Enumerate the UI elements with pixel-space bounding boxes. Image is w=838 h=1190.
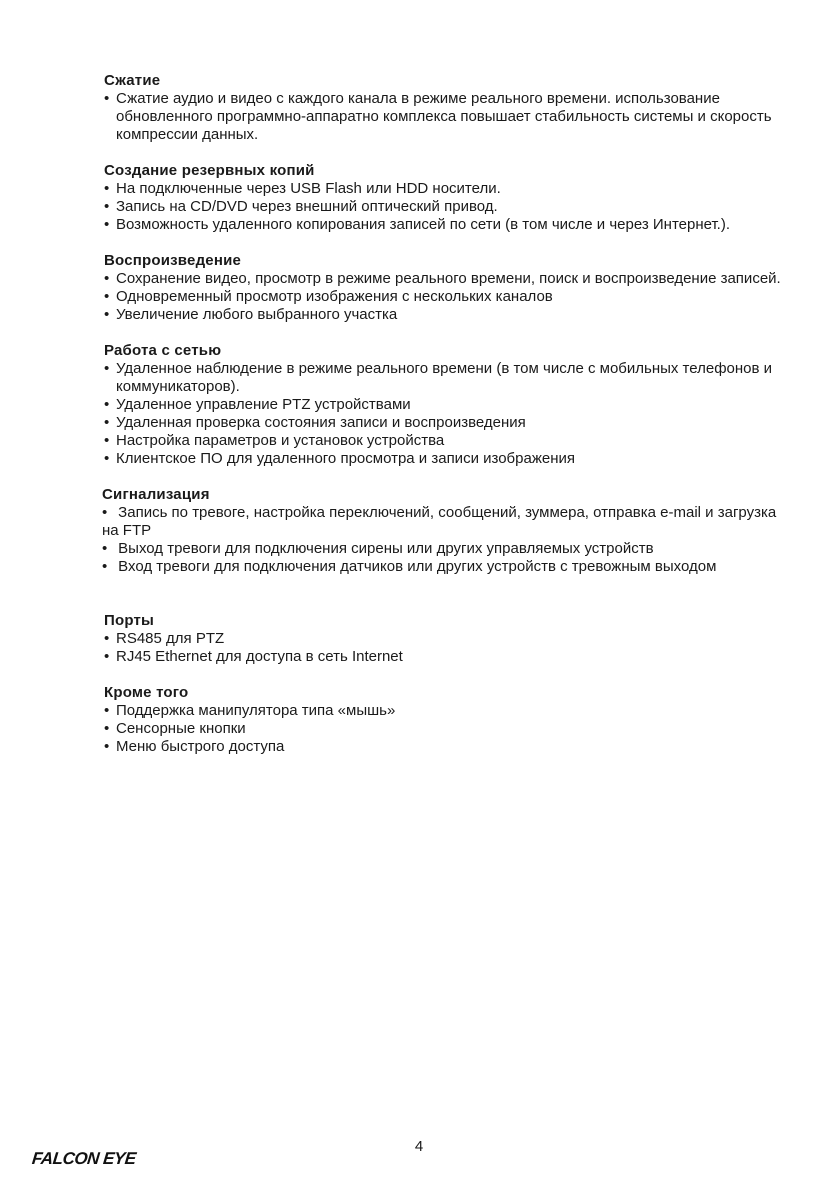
list-item: • Настройка параметров и установок устройства [104, 432, 445, 449]
list-item: • Выход тревоги для подключения сирены или других управляемых устройств [102, 540, 654, 557]
bullet: • [104, 288, 110, 305]
bullet: • [102, 540, 108, 557]
section-playback [104, 252, 784, 324]
bullet: • [104, 396, 110, 413]
section-heading: Сжатие [104, 72, 161, 89]
bullet: • [104, 180, 110, 197]
bullet: • [104, 630, 110, 647]
list-item: • Запись по тревоге, настройка переключений, сообщений, зуммера, отправка e-mail и загрузка на FTP [102, 504, 777, 539]
section-ports [104, 612, 784, 666]
section-compression [104, 72, 784, 144]
bullet: • [104, 450, 110, 467]
section-heading: Порты [104, 612, 155, 629]
list-item: • Сжатие аудио и видео с каждого канала в режиме реального времени. использование обновленного программно-аппаратно комплекса повышает стабильность системы и скорость компрессии данных. [104, 90, 772, 143]
list-item: • Поддержка манипулятора типа «мышь» [104, 702, 396, 719]
list-item: • Удаленное управление PTZ устройствами [104, 396, 411, 413]
list-item: • Сенсорные кнопки [104, 720, 246, 737]
bullet: • [104, 360, 110, 377]
section-heading: Работа с сетью [104, 342, 222, 359]
list-item: • Сохранение видео, просмотр в режиме реального времени, поиск и воспроизведение записей. [104, 270, 781, 287]
list-item: • Клиентское ПО для удаленного просмотра и записи изображения [104, 450, 575, 467]
section-network [104, 342, 784, 468]
section-heading: Создание резервных копий [104, 162, 315, 179]
bullet: • [102, 504, 108, 521]
falcon-eye-logo: FALCON EYE [31, 1149, 137, 1168]
section-extra [104, 684, 784, 756]
list-item: • RJ45 Ethernet для доступа в сеть Internet [104, 648, 403, 665]
section-alarm [104, 486, 784, 576]
section-heading: Воспроизведение [104, 252, 242, 269]
list-item: • Вход тревоги для подключения датчиков или других устройств с тревожным выходом [102, 558, 717, 575]
bullet: • [104, 738, 110, 755]
list-item: • Меню быстрого доступа [104, 738, 285, 755]
bullet: • [104, 198, 110, 215]
bullet: • [104, 270, 110, 287]
bullet: • [102, 558, 108, 575]
bullet: • [104, 306, 110, 323]
list-item: • Одновременный просмотр изображения с нескольких каналов [104, 288, 553, 305]
list-item: • Удаленное наблюдение в режиме реального времени (в том числе с мобильных телефонов и коммуникаторов). [104, 360, 773, 395]
bullet: • [104, 648, 110, 665]
document-body [104, 72, 784, 774]
bullet: • [104, 216, 110, 233]
section-heading: Сигнализация [102, 486, 210, 503]
list-item: • Удаленная проверка состояния записи и воспроизведения [104, 414, 526, 431]
list-item: • Возможность удаленного копирования записей по сети (в том числе и через Интернет.). [104, 216, 730, 233]
list-item: • RS485 для PTZ [104, 630, 225, 647]
page-number: 4 [414, 1138, 424, 1155]
bullet: • [104, 720, 110, 737]
bullet: • [104, 414, 110, 431]
bullet: • [104, 432, 110, 449]
bullet: • [104, 702, 110, 719]
list-item: • Запись на CD/DVD через внешний оптический привод. [104, 198, 498, 215]
section-heading: Кроме того [104, 684, 189, 701]
list-item: • На подключенные через USB Flash или HDD носители. [104, 180, 501, 197]
section-backup [104, 162, 784, 234]
list-item: • Увеличение любого выбранного участка [104, 306, 398, 323]
bullet: • [104, 90, 110, 107]
